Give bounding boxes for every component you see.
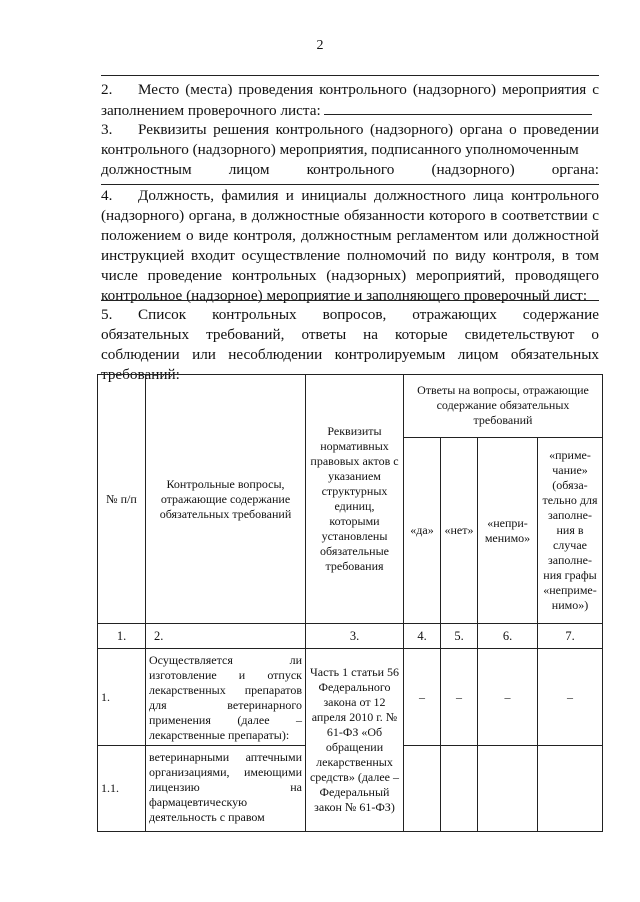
- row-number: 1.1.: [98, 746, 146, 832]
- header-yes: «да»: [404, 438, 441, 624]
- col-number: 5.: [441, 624, 478, 649]
- header-note: «приме-чание» (обяза-тельно для заполне-ния в случае заполне-ния графы «неприме-нимо»): [538, 438, 603, 624]
- item-2-blank: [324, 100, 592, 115]
- answer-no: –: [441, 649, 478, 746]
- item-3: [101, 120, 599, 180]
- answer-no-cell: [441, 746, 478, 832]
- header-answers-group: Ответы на вопросы, отражающие содержание обязательных требований: [404, 375, 603, 438]
- item-4: [101, 186, 599, 306]
- item-5-text: Список контрольных вопросов, отражающих содержание обязательных требований, ответы на которые свидетельствуют о соблюдении или несоблюдении контролируемым лицом обязательных требований:: [101, 306, 599, 383]
- col-number: 7.: [538, 624, 603, 649]
- answer-yes-cell: [404, 746, 441, 832]
- col-number: 6.: [478, 624, 538, 649]
- answer-note-cell: [538, 746, 603, 832]
- item-5: [101, 305, 599, 385]
- table-row: [98, 649, 603, 746]
- item-4-number: 4.: [101, 187, 113, 204]
- header-na: «непри-менимо»: [478, 438, 538, 624]
- item-2: [101, 80, 599, 121]
- row-requisite: Часть 1 статьи 56 Федерального закона от 12 апреля 2010 г. № 61-ФЗ «Об обращении лекарственных средств» (далее – Федеральный закон № 61-ФЗ): [306, 649, 404, 832]
- page-number: 2: [316, 38, 324, 53]
- item-5-number: 5.: [101, 306, 113, 323]
- col-number: 3.: [306, 624, 404, 649]
- col-number: 4.: [404, 624, 441, 649]
- item-3-text: Реквизиты решения контрольного (надзорного) органа о проведении контрольного (надзорного) мероприятия, подписанного уполномоченным: [101, 121, 599, 158]
- blank-line-1: [101, 75, 599, 76]
- row-question: Осуществляется ли изготовление и отпуск лекарственных препаратов для ветеринарного применения (далее – лекарственные препараты):: [146, 649, 306, 746]
- header-questions: Контрольные вопросы, отражающие содержание обязательных требований: [146, 375, 306, 624]
- blank-line-3: [101, 184, 599, 185]
- item-2-number: 2.: [101, 81, 113, 98]
- row-question: ветеринарными аптечными организациями, имеющими лицензию на фармацевтическую деятельность с правом: [146, 746, 306, 832]
- col-number: 2.: [146, 624, 306, 649]
- header-num: № п/п: [98, 375, 146, 624]
- row-number: 1.: [98, 649, 146, 746]
- answer-na-cell: [478, 746, 538, 832]
- item-3-last-line: должностным лицом контрольного (надзорного) органа:: [101, 161, 599, 178]
- answer-na: –: [478, 649, 538, 746]
- blank-line-4: [101, 300, 599, 301]
- item-2-text: Место (места) проведения контрольного (надзорного) мероприятия с заполнением проверочного листа:: [101, 81, 599, 119]
- header-no: «нет»: [441, 438, 478, 624]
- checklist-table: [97, 374, 603, 832]
- item-4-text: Должность, фамилия и инициалы должностного лица контрольного (надзорного) органа, в должностные обязанности которого в соответствии с положением о виде контроля, должностным регламентом или должностной инструкцией входит осуществление полномочий по виду контроля, в том числе проведение контрольных (надзорных) мероприятий, проводящего контрольное (надзорное) мероприятие и заполняющего проверочный лист:: [101, 187, 599, 304]
- header-requisites: Реквизиты нормативных правовых актов с указанием структурных единиц, которыми установлены обязательные требования: [306, 375, 404, 624]
- answer-yes: –: [404, 649, 441, 746]
- header-row-1: [98, 375, 603, 438]
- column-number-row: [98, 624, 603, 649]
- item-3-number: 3.: [101, 121, 113, 138]
- answer-note: –: [538, 649, 603, 746]
- col-number: 1.: [98, 624, 146, 649]
